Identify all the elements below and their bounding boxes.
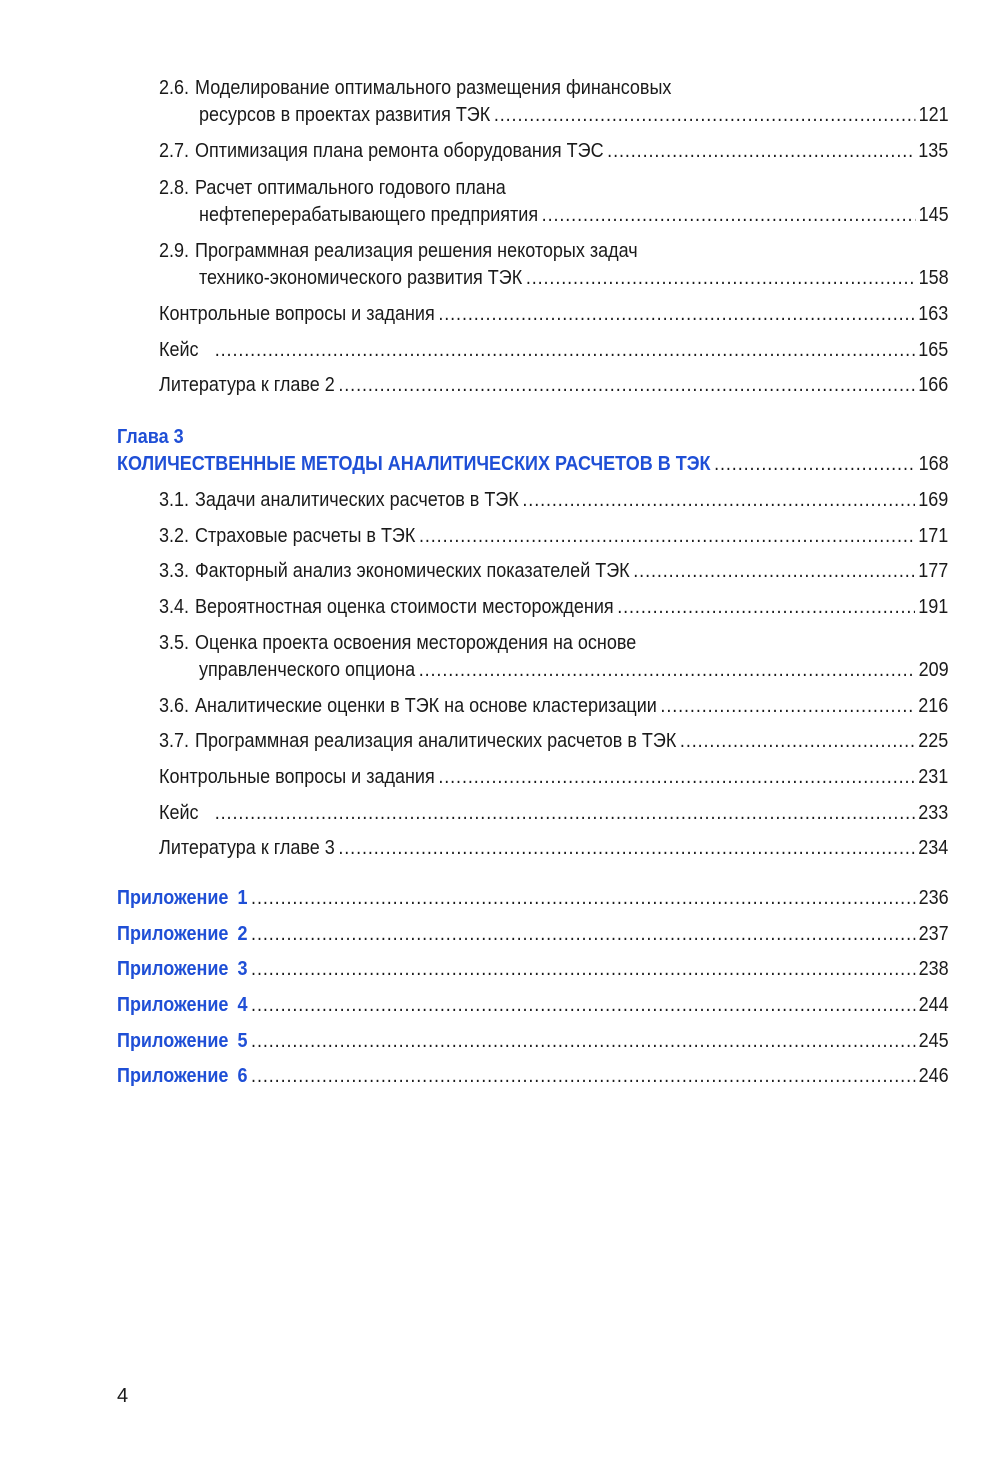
appendix-number: 1 xyxy=(237,887,248,909)
appendix-label: Приложение xyxy=(117,887,229,909)
entry-number: 3.4. xyxy=(159,596,190,618)
leader-dots xyxy=(438,764,914,790)
toc-entry-3-5[interactable] xyxy=(199,657,949,683)
entry-title-text: Задачи аналитических расчетов в ТЭК xyxy=(195,489,519,511)
page-number: 238 xyxy=(918,958,949,980)
page-number: 246 xyxy=(918,1065,949,1087)
appendix-label: Приложение xyxy=(117,923,229,945)
entry-title-continued: нефтеперерабатывающего предприятия xyxy=(199,204,539,226)
leader-dots xyxy=(660,693,914,719)
entry-title xyxy=(159,693,657,719)
appendix-number: 5 xyxy=(237,1030,248,1052)
leader-dots xyxy=(522,487,914,513)
entry-title xyxy=(159,138,604,164)
page-number: 236 xyxy=(918,887,949,909)
page-number: 177 xyxy=(918,560,949,582)
toc-entry-appendix-1[interactable] xyxy=(117,885,949,911)
appendix-number: 3 xyxy=(237,958,248,980)
toc-entry-2-6-line1 xyxy=(159,75,671,101)
leader-dots xyxy=(714,451,915,477)
toc-entry-case-ch3[interactable] xyxy=(159,800,948,826)
toc-entry-2-9[interactable] xyxy=(199,265,949,291)
entry-title: Программная реализация решения некоторых задач xyxy=(195,240,638,262)
toc-entry-chapter-3[interactable] xyxy=(117,451,949,477)
leader-dots xyxy=(251,1063,915,1089)
entry-title xyxy=(159,728,676,754)
leader-dots xyxy=(633,558,914,584)
entry-title-text: Аналитические оценки в ТЭК на основе кластеризации xyxy=(195,695,657,717)
entry-title-continued: управленческого опциона xyxy=(199,659,416,681)
entry-title-text: Вероятностная оценка стоимости месторождения xyxy=(195,596,614,618)
entry-title: Моделирование оптимального размещения финансовых xyxy=(195,77,672,99)
appendix-number: 4 xyxy=(237,994,248,1016)
entry-title xyxy=(159,558,630,584)
leader-dots xyxy=(251,956,915,982)
entry-title xyxy=(159,487,519,513)
toc-entry-case-ch2[interactable] xyxy=(159,337,948,363)
page-number: 216 xyxy=(918,695,949,717)
appendix-title xyxy=(117,921,247,947)
toc-entry-3-5-line1 xyxy=(159,630,636,656)
appendix-title xyxy=(117,885,247,911)
leader-dots xyxy=(680,728,915,754)
entry-title-text: Программная реализация аналитических расчетов в ТЭК xyxy=(195,730,677,752)
entry-title xyxy=(159,523,415,549)
page-number: 165 xyxy=(918,339,949,361)
page-number: 233 xyxy=(918,802,949,824)
leader-dots xyxy=(251,885,915,911)
page-number: 135 xyxy=(918,140,949,162)
entry-number: 2.7. xyxy=(159,140,190,162)
page-number: 245 xyxy=(918,1030,949,1052)
leader-dots xyxy=(215,337,915,363)
page-number: 171 xyxy=(918,525,949,547)
entry-title: Оценка проекта освоения месторождения на основе xyxy=(195,632,637,654)
page-number: 169 xyxy=(918,489,949,511)
toc-entry-3-2[interactable] xyxy=(159,523,948,549)
appendix-title xyxy=(117,956,247,982)
entry-number: 3.3. xyxy=(159,560,190,582)
page-number: 168 xyxy=(918,453,949,475)
appendix-title xyxy=(117,1063,247,1089)
toc-entry-literature-ch2[interactable] xyxy=(159,372,948,398)
page-folio: 4 xyxy=(117,1385,129,1407)
leader-dots xyxy=(542,202,915,228)
leader-dots xyxy=(419,657,915,683)
entry-title-text: Факторный анализ экономических показателей ТЭК xyxy=(195,560,630,582)
entry-title: Контрольные вопросы и задания xyxy=(159,303,435,325)
toc-entry-appendix-4[interactable] xyxy=(117,992,949,1018)
toc-entry-3-6[interactable] xyxy=(159,693,948,719)
entry-title-continued: ресурсов в проектах развития ТЭК xyxy=(199,104,491,126)
chapter-3-heading: Глава 3 xyxy=(117,426,184,448)
toc-entry-2-8-line1 xyxy=(159,175,506,201)
leader-dots xyxy=(607,138,914,164)
leader-dots xyxy=(617,594,914,620)
page-number: 121 xyxy=(918,104,949,126)
page-number: 234 xyxy=(918,837,949,859)
entry-title: Кейс xyxy=(159,802,199,824)
chapter-title: КОЛИЧЕСТВЕННЫЕ МЕТОДЫ АНАЛИТИЧЕСКИХ РАСЧЕТОВ В ТЭК xyxy=(117,453,711,475)
appendix-label: Приложение xyxy=(117,994,229,1016)
entry-title: Кейс xyxy=(159,339,199,361)
leader-dots xyxy=(526,265,915,291)
page-number: 244 xyxy=(918,994,949,1016)
leader-dots xyxy=(251,921,915,947)
page-number: 231 xyxy=(918,766,949,788)
leader-dots xyxy=(215,800,915,826)
toc-entry-3-3[interactable] xyxy=(159,558,948,584)
leader-dots xyxy=(494,102,915,128)
appendix-title xyxy=(117,1028,247,1054)
entry-number: 2.8. xyxy=(159,177,190,199)
leader-dots xyxy=(251,1028,915,1054)
entry-title xyxy=(159,594,614,620)
entry-title-text: Оптимизация плана ремонта оборудования ТЭС xyxy=(195,140,604,162)
toc-entry-2-8[interactable] xyxy=(199,202,949,228)
entry-title: Контрольные вопросы и задания xyxy=(159,766,435,788)
entry-number: 3.2. xyxy=(159,525,190,547)
appendix-title xyxy=(117,992,247,1018)
toc-entry-review-questions-ch3[interactable] xyxy=(159,764,948,790)
appendix-label: Приложение xyxy=(117,1030,229,1052)
page-number: 163 xyxy=(918,303,949,325)
leader-dots xyxy=(338,372,914,398)
page-number: 191 xyxy=(918,596,949,618)
entry-title: Расчет оптимального годового плана xyxy=(195,177,506,199)
entry-title-text: Страховые расчеты в ТЭК xyxy=(195,525,416,547)
entry-number: 3.6. xyxy=(159,695,190,717)
page-number: 225 xyxy=(918,730,949,752)
page-number: 145 xyxy=(918,204,949,226)
entry-title: Литература к главе 3 xyxy=(159,837,335,859)
appendix-label: Приложение xyxy=(117,1065,229,1087)
toc-entry-review-questions-ch2[interactable] xyxy=(159,301,948,327)
toc-entry-3-1[interactable] xyxy=(159,487,948,513)
entry-title: Литература к главе 2 xyxy=(159,374,335,396)
toc-entry-2-6[interactable] xyxy=(199,102,949,128)
leader-dots xyxy=(338,835,914,861)
toc-entry-appendix-3[interactable] xyxy=(117,956,949,982)
appendix-number: 6 xyxy=(237,1065,248,1087)
appendix-label: Приложение xyxy=(117,958,229,980)
appendix-number: 2 xyxy=(237,923,248,945)
page-number: 166 xyxy=(918,374,949,396)
leader-dots xyxy=(438,301,914,327)
leader-dots xyxy=(419,523,915,549)
entry-title-continued: технико-экономического развития ТЭК xyxy=(199,267,523,289)
page-number: 158 xyxy=(918,267,949,289)
toc-entry-3-7[interactable] xyxy=(159,728,948,754)
entry-number: 3.1. xyxy=(159,489,190,511)
toc-entry-3-4[interactable] xyxy=(159,594,948,620)
toc-entry-appendix-5[interactable] xyxy=(117,1028,949,1054)
toc-entry-appendix-2[interactable] xyxy=(117,921,949,947)
entry-number: 3.5. xyxy=(159,632,190,654)
leader-dots xyxy=(251,992,915,1018)
toc-entry-2-9-line1 xyxy=(159,238,638,264)
toc-entry-appendix-6[interactable] xyxy=(117,1063,949,1089)
entry-number: 3.7. xyxy=(159,730,190,752)
toc-entry-literature-ch3[interactable] xyxy=(159,835,948,861)
toc-entry-2-7[interactable] xyxy=(159,138,948,164)
entry-number: 2.9. xyxy=(159,240,190,262)
page-number: 209 xyxy=(918,659,949,681)
page-number: 237 xyxy=(918,923,949,945)
entry-number: 2.6. xyxy=(159,77,190,99)
